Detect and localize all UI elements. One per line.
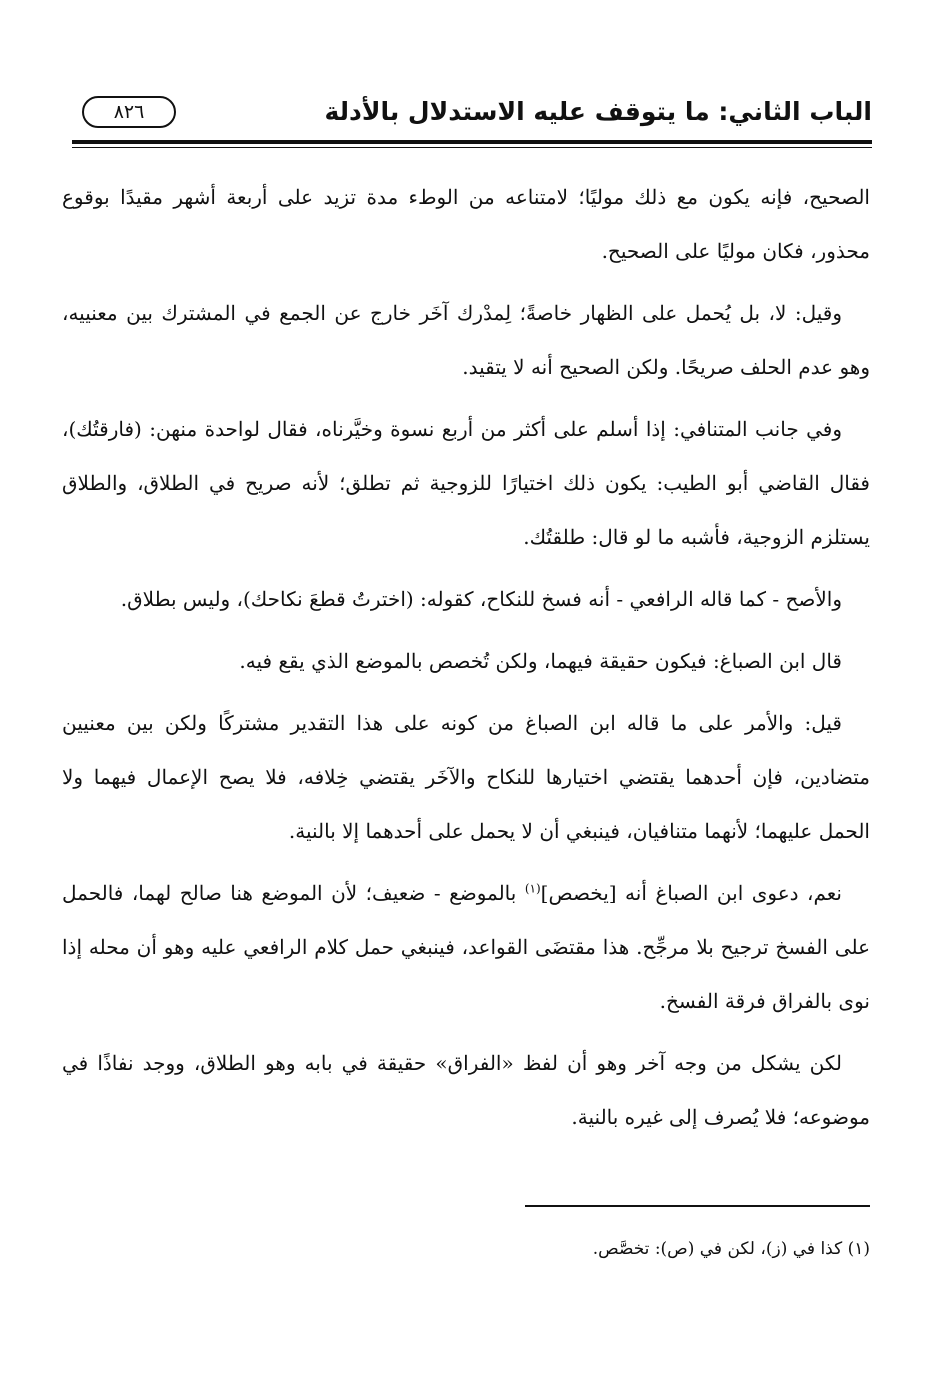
page-number: ٨٢٦: [82, 96, 176, 128]
footnote: (١) كذا في (ز)، لكن في (ص): تخصَّص.: [592, 1239, 870, 1259]
paragraph: والأصح - كما قاله الرافعي - أنه فسخ للنكاح، كقوله: (اخترتُ قطعَ نكاحك)، وليس بطلاق.: [120, 587, 842, 611]
paragraph: الصحيح، فإنه يكون مع ذلك موليًا؛ لامتناعه من الوطء مدة تزيد على أربعة أشهر مقيدًا بوقوع محذور، فكان موليًا على الصحيح.: [62, 185, 870, 263]
running-title: الباب الثاني: ما يتوقف عليه الاستدلال بالأدلة: [324, 97, 872, 126]
footnote-marker[interactable]: (١): [524, 881, 541, 896]
header-rule-thick: [72, 140, 872, 144]
paragraph: قيل: والأمر على ما قاله ابن الصباغ من كونه على هذا التقدير مشتركًا ولكن بين معنيين متضادين، فإن أحدهما يقتضي اختيارها للنكاح والآخَر يقتضي خِلافه، فلا يصح الإعمال فيهما ولا الحمل عليهما؛ لأنهما متنافيان، فينبغي أن لا يحمل على أحدهما إلا بالنية.: [62, 711, 870, 843]
page-header: [72, 92, 872, 138]
paragraph: وقيل: لا، بل يُحمل على الظهار خاصةً؛ لِمدْرك آخَر خارج عن الجمع في المشترك بين معنييه، وهو عدم الحلف صريحًا. ولكن الصحيح أنه لا يتقيد.: [62, 301, 870, 379]
paragraph: قال ابن الصباغ: فيكون حقيقة فيهما، ولكن تُخصص بالموضع الذي يقع فيه.: [239, 649, 842, 673]
body-text: [62, 170, 870, 1152]
paragraph-text-before: نعم، دعوى ابن الصباغ أنه [يخصص]: [540, 881, 842, 905]
footnote-rule: [525, 1205, 870, 1207]
paragraph: لكن يشكل من وجه آخر وهو أن لفظ «الفراق» حقيقة في بابه وهو الطلاق، ووجد نفاذًا في موضوعه؛ فلا يُصرف إلى غيره بالنية.: [62, 1051, 870, 1129]
paragraph-with-footnote: [62, 866, 870, 1028]
header-rule-thin: [72, 147, 872, 148]
paragraph: وفي جانب المتنافي: إذا أسلم على أكثر من أربع نسوة وخيَّرناه، فقال لواحدة منهن: (فارقتُك)، فقال القاضي أبو الطيب: يكون ذلك اختيارًا للزوجية ثم تطلق؛ لأنه صريح في الطلاق، والطلاق يستلزم الزوجية، فأشبه ما لو قال: طلقتُك.: [62, 417, 870, 549]
paragraph-text-after: بالموضع - ضعيف؛ لأن الموضع هنا صالح لهما، فالحمل على الفسخ ترجيح بلا مرجِّح. هذا مقتضَى القواعد، فينبغي حمل كلام الرافعي عليه وهو أن محله إذا نوى بالفراق فرقة الفسخ.: [62, 881, 870, 1013]
